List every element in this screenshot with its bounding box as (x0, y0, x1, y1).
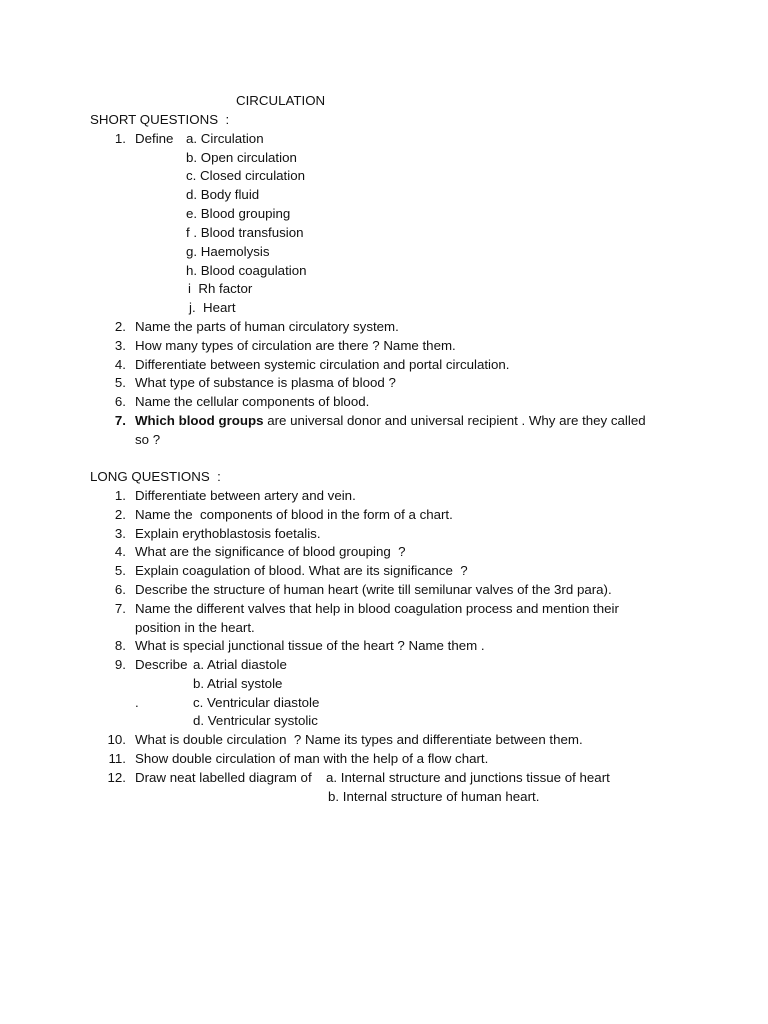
question-number: 7. (114, 413, 126, 428)
question-number: 4. (114, 544, 126, 559)
define-item: g. Haemolysis (186, 244, 270, 259)
question-lead: Draw neat labelled diagram of (135, 770, 312, 785)
describe-item: c. Ventricular diastole (193, 695, 320, 710)
question-lead: Describe (135, 657, 188, 672)
question-continuation: position in the heart. (135, 620, 255, 635)
question-text: What is special junctional tissue of the heart ? Name them . (135, 638, 485, 653)
question-text (135, 412, 646, 431)
question-number: 11. (108, 751, 126, 766)
question-text-rest: are universal donor and universal recipient . Why are they called (263, 413, 646, 428)
question-number: 1. (114, 131, 126, 146)
define-item: j. Heart (189, 300, 236, 315)
define-item: h. Blood coagulation (186, 263, 307, 278)
question-text: Name the cellular components of blood. (135, 394, 370, 409)
question-text: Name the components of blood in the form of a chart. (135, 507, 453, 522)
question-number: 1. (114, 488, 126, 503)
describe-item: b. Atrial systole (193, 676, 283, 691)
question-number: 8. (114, 638, 126, 653)
question-text: What type of substance is plasma of blood ? (135, 375, 396, 390)
question-text: Name the parts of human circulatory system. (135, 319, 399, 334)
define-item: i Rh factor (188, 281, 253, 296)
question-number: 5. (114, 375, 126, 390)
question-number: 9. (114, 657, 126, 672)
question-text: What is double circulation ? Name its types and differentiate between them. (135, 732, 583, 747)
diagram-item: a. Internal structure and junctions tissue of heart (326, 770, 610, 785)
define-item: d. Body fluid (186, 187, 260, 202)
question-continuation: so ? (135, 432, 161, 447)
question-lead: Define (135, 131, 174, 146)
define-item: b. Open circulation (186, 150, 297, 165)
define-item: f . Blood transfusion (186, 225, 304, 240)
define-item: c. Closed circulation (186, 168, 305, 183)
question-text: How many types of circulation are there ? Name them. (135, 338, 456, 353)
diagram-item: b. Internal structure of human heart. (328, 789, 540, 804)
define-item: e. Blood grouping (186, 206, 291, 221)
question-number: 3. (114, 338, 126, 353)
short-questions-heading: SHORT QUESTIONS : (90, 112, 230, 127)
question-text: Name the different valves that help in blood coagulation process and mention their (135, 601, 619, 616)
question-number: 6. (114, 394, 126, 409)
stray-dot: . (135, 695, 139, 710)
question-number: 3. (114, 526, 126, 541)
question-text: Differentiate between systemic circulation and portal circulation. (135, 357, 510, 372)
question-number: 7. (114, 601, 126, 616)
long-questions-heading: LONG QUESTIONS : (90, 469, 221, 484)
question-number: 4. (114, 357, 126, 372)
describe-item: a. Atrial diastole (193, 657, 287, 672)
question-number: 5. (114, 563, 126, 578)
question-number: 10. (107, 732, 126, 747)
question-text: Describe the structure of human heart (write till semilunar valves of the 3rd para). (135, 582, 612, 597)
question-number: 2. (114, 319, 126, 334)
question-number: 2. (114, 507, 126, 522)
question-number: 12. (107, 770, 126, 785)
question-text: Explain coagulation of blood. What are its significance ? (135, 563, 468, 578)
question-text: Explain erythoblastosis foetalis. (135, 526, 321, 541)
question-text: Show double circulation of man with the help of a flow chart. (135, 751, 489, 766)
define-item: a. Circulation (186, 131, 264, 146)
page-title: CIRCULATION (236, 93, 326, 108)
question-bold-phrase: Which blood groups (135, 413, 264, 428)
describe-item: d. Ventricular systolic (193, 713, 318, 728)
question-text: Differentiate between artery and vein. (135, 488, 356, 503)
question-number: 6. (114, 582, 126, 597)
question-text: What are the significance of blood grouping ? (135, 544, 406, 559)
